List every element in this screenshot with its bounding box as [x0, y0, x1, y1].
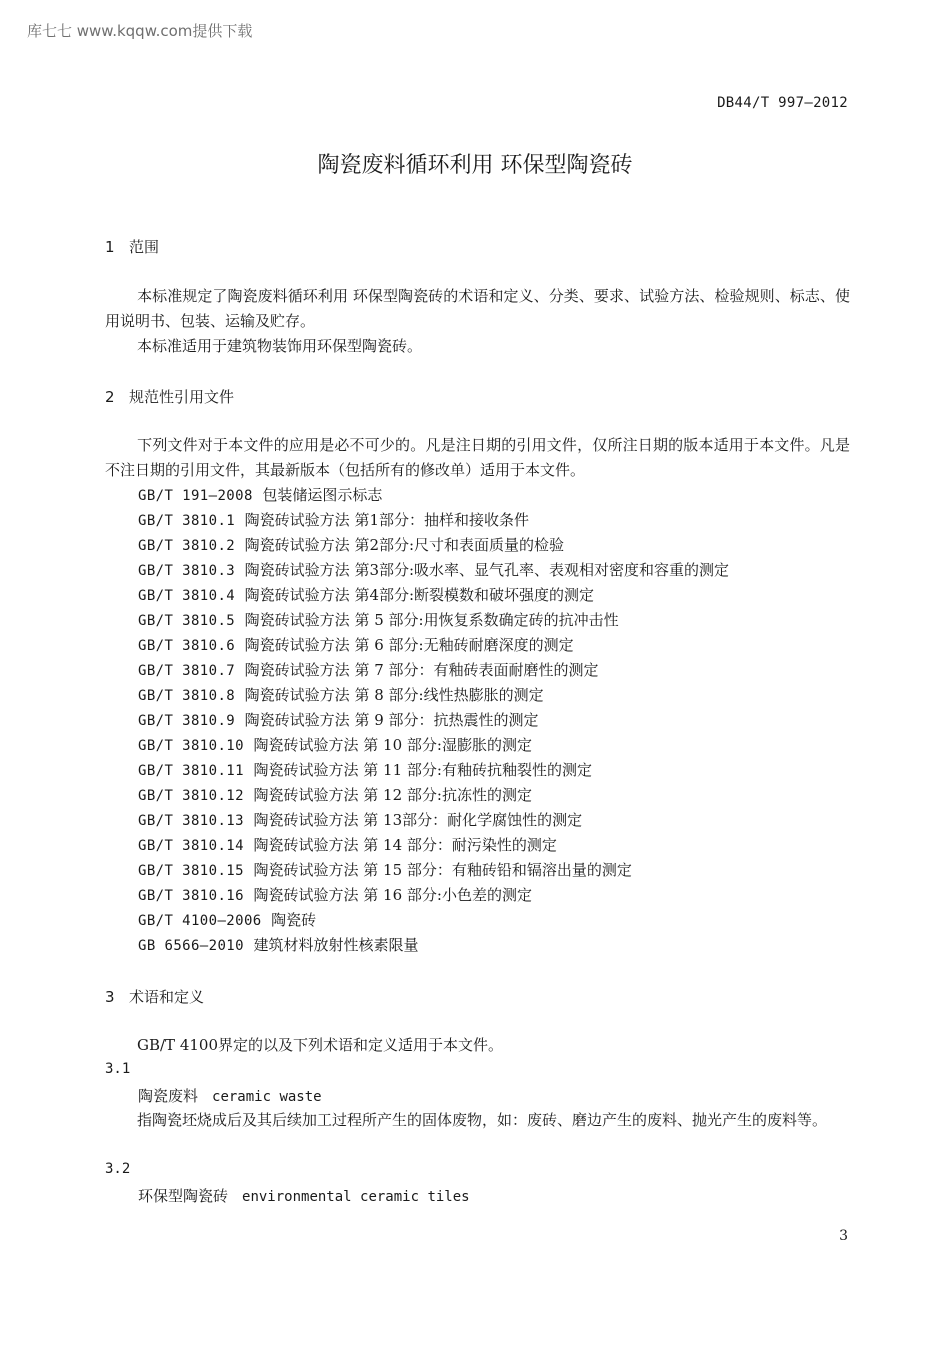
page-number: 3 [839, 1228, 848, 1244]
reference-code: GB/T 3810.12 [138, 788, 244, 804]
reference-title: 陶瓷砖试验方法 第 16 部分:小色差的测定 [253, 886, 532, 904]
reference-title: 陶瓷砖试验方法 第 5 部分:用恢复系数确定砖的抗冲击性 [244, 611, 619, 629]
clause-number: 3.2 [105, 1161, 131, 1177]
reference-title: 陶瓷砖试验方法 第4部分:断裂模数和破坏强度的测定 [244, 586, 595, 604]
page-title: 陶瓷废料循环利用 环保型陶瓷砖 [317, 153, 633, 178]
paragraph-text: 本标准适用于建筑物装饰用环保型陶瓷砖。 [137, 337, 423, 355]
reference-code: GB/T 3810.1 [138, 513, 236, 529]
term-chinese: 陶瓷废料 [138, 1087, 199, 1105]
reference-item [138, 659, 599, 680]
reference-code: GB/T 3810.9 [138, 713, 236, 729]
paragraph-text: 本标准规定了陶瓷废料循环利用 环保型陶瓷砖的术语和定义、分类、要求、试验方法、检验规则、标志、使用说明书、包装、运输及贮存。 [105, 287, 850, 330]
term-definition [105, 1108, 850, 1133]
reference-item [138, 834, 557, 855]
reference-item [138, 509, 529, 530]
clause-number: 3.1 [105, 1061, 131, 1077]
reference-item [138, 684, 544, 705]
paragraph-text: 下列文件对于本文件的应用是必不可少的。凡是注日期的引用文件，仅所注日期的版本适用于本文件。凡是不注日期的引用文件，其最新版本（包括所有的修改单）适用于本文件。 [105, 436, 850, 479]
reference-title: 陶瓷砖试验方法 第 15 部分：有釉砖铅和镉溶出量的测定 [253, 861, 632, 879]
reference-title: 陶瓷砖试验方法 第 13部分：耐化学腐蚀性的测定 [253, 811, 583, 829]
reference-title: 陶瓷砖试验方法 第 12 部分:抗冻性的测定 [253, 786, 532, 804]
reference-item [138, 934, 419, 955]
section-2-intro [105, 433, 850, 483]
reference-item [138, 884, 532, 905]
reference-item [138, 809, 582, 830]
reference-code: GB/T 3810.3 [138, 563, 236, 579]
reference-code: GB/T 3810.2 [138, 538, 236, 554]
reference-item [138, 584, 594, 605]
reference-item [138, 609, 619, 630]
reference-title: 陶瓷砖试验方法 第 11 部分:有釉砖抗釉裂性的测定 [253, 761, 592, 779]
section-3-intro [105, 1033, 850, 1058]
section-title: 范围 [129, 238, 160, 256]
reference-code: GB/T 3810.16 [138, 888, 244, 904]
reference-item [138, 484, 382, 505]
reference-title: 陶瓷砖试验方法 第2部分:尺寸和表面质量的检验 [244, 536, 565, 554]
reference-title: 陶瓷砖试验方法 第 9 部分：抗热震性的测定 [244, 711, 539, 729]
reference-item [138, 909, 316, 930]
reference-code: GB/T 3810.7 [138, 663, 236, 679]
reference-title: 包装储运图示标志 [262, 486, 383, 504]
section-1-heading [105, 236, 159, 257]
term-english: environmental ceramic tiles [242, 1189, 470, 1205]
term-entry [138, 1185, 470, 1206]
reference-title: 陶瓷砖试验方法 第1部分：抽样和接收条件 [244, 511, 529, 529]
reference-code: GB/T 3810.8 [138, 688, 236, 704]
reference-item [138, 734, 532, 755]
section-1-paragraph-1 [105, 284, 850, 334]
reference-code: GB/T 4100—2006 [138, 913, 262, 929]
section-title: 规范性引用文件 [129, 388, 235, 406]
reference-code: GB/T 3810.6 [138, 638, 236, 654]
reference-title: 陶瓷砖试验方法 第 14 部分：耐污染性的测定 [253, 836, 557, 854]
reference-item [138, 559, 729, 580]
section-3-heading [105, 986, 204, 1007]
section-number: 2 [105, 388, 115, 406]
reference-title: 陶瓷砖试验方法 第 10 部分:湿膨胀的测定 [253, 736, 532, 754]
section-2-heading [105, 386, 234, 407]
document-number: DB44/T 997—2012 [717, 95, 848, 111]
reference-item [138, 634, 574, 655]
reference-title: 陶瓷砖试验方法 第 7 部分：有釉砖表面耐磨性的测定 [244, 661, 599, 679]
reference-code: GB/T 3810.13 [138, 813, 244, 829]
reference-item [138, 859, 632, 880]
reference-code: GB/T 3810.4 [138, 588, 236, 604]
reference-title: 建筑材料放射性核素限量 [253, 936, 419, 954]
reference-item [138, 784, 532, 805]
section-number: 3 [105, 988, 115, 1006]
paragraph-text: GB/T 4100界定的以及下列术语和定义适用于本文件。 [137, 1036, 504, 1054]
reference-title: 陶瓷砖试验方法 第3部分:吸水率、显气孔率、表观相对密度和容重的测定 [244, 561, 730, 579]
reference-code: GB/T 3810.5 [138, 613, 236, 629]
section-title: 术语和定义 [129, 988, 205, 1006]
reference-item [138, 534, 564, 555]
reference-code: GB/T 191—2008 [138, 488, 253, 504]
reference-title: 陶瓷砖 [271, 911, 317, 929]
reference-code: GB/T 3810.11 [138, 763, 244, 779]
reference-code: GB/T 3810.14 [138, 838, 244, 854]
reference-code: GB 6566—2010 [138, 938, 244, 954]
watermark: 库七七 www.kqqw.com提供下载 [27, 22, 253, 40]
section-number: 1 [105, 238, 115, 256]
term-chinese: 环保型陶瓷砖 [138, 1187, 229, 1205]
term-entry [138, 1085, 322, 1106]
section-1-paragraph-2 [105, 334, 850, 359]
paragraph-text: 指陶瓷坯烧成后及其后续加工过程所产生的固体废物，如：废砖、磨边产生的废料、抛光产生的废料等。 [137, 1111, 828, 1129]
reference-code: GB/T 3810.15 [138, 863, 244, 879]
term-english: ceramic waste [212, 1089, 322, 1105]
reference-title: 陶瓷砖试验方法 第 6 部分:无釉砖耐磨深度的测定 [244, 636, 574, 654]
reference-title: 陶瓷砖试验方法 第 8 部分:线性热膨胀的测定 [244, 686, 544, 704]
reference-item [138, 709, 539, 730]
reference-code: GB/T 3810.10 [138, 738, 244, 754]
reference-item [138, 759, 592, 780]
